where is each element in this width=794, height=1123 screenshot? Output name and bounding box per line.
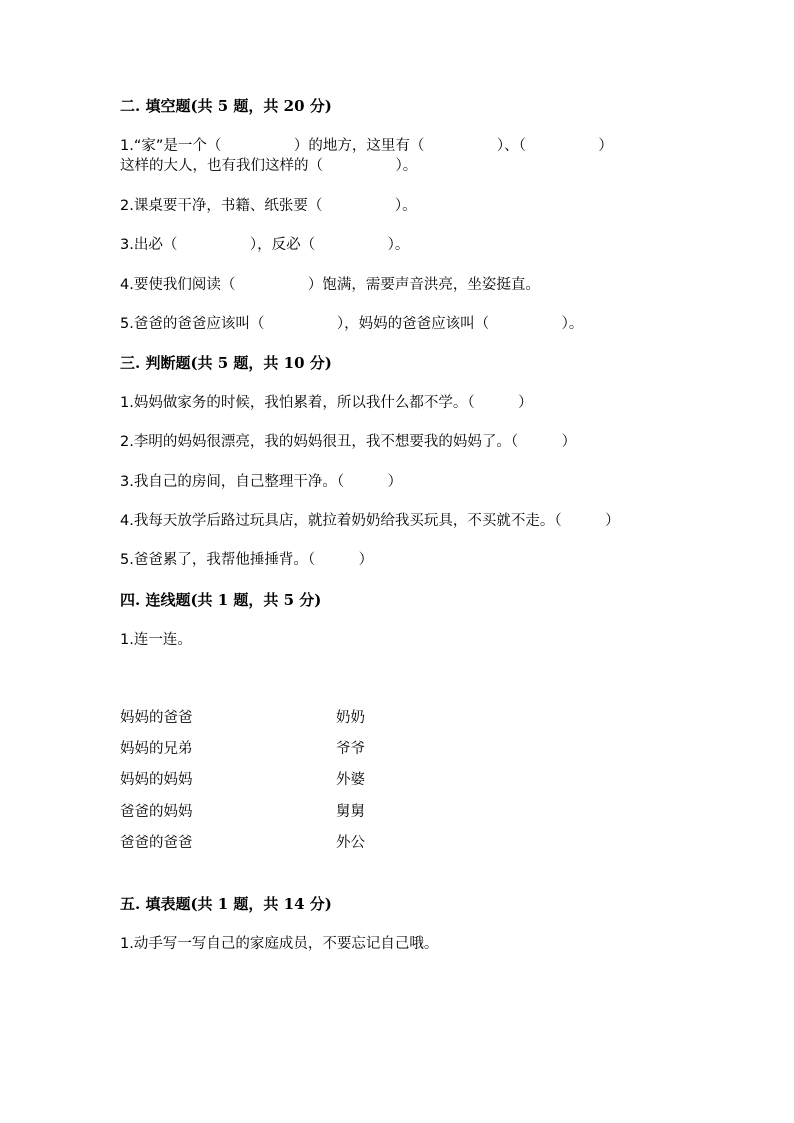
fill-blank-q5: 5.爸爸的爸爸应该叫（ ），妈妈的爸爸应该叫（ ）。 — [120, 316, 584, 332]
match-q1: 1.连一连。 — [120, 632, 192, 648]
match-right-item: 外婆 — [336, 772, 365, 788]
judge-q3: 3.我自己的房间，自己整理干净。（ ） — [120, 474, 403, 490]
fill-blank-q1-line1: 1.“家”是一个（ ）的地方，这里有（ ）、（ ） — [120, 138, 613, 154]
judge-q2: 2.李明的妈妈很漂亮，我的妈妈很丑，我不想要我的妈妈了。（ ） — [120, 434, 577, 450]
judge-q1: 1.妈妈做家务的时候，我怕累着，所以我什么都不学。（ ） — [120, 395, 533, 411]
table-q1: 1.动手写一写自己的家庭成员，不要忘记自己哦。 — [120, 936, 439, 952]
match-right-item: 舅舅 — [336, 804, 365, 820]
fill-blank-q4: 4.要使我们阅读（ ）饱满，需要声音洪亮，坐姿挺直。 — [120, 277, 540, 293]
fill-blank-q2: 2.课桌要干净，书籍、纸张要（ ）。 — [120, 198, 417, 214]
judge-q4: 4.我每天放学后路过玩具店，就拉着奶奶给我买玩具，不买就不走。（ ） — [120, 513, 620, 529]
match-left-item: 妈妈的妈妈 — [120, 772, 193, 788]
judge-q5: 5.爸爸累了，我帮他捶捶背。（ ） — [120, 552, 374, 568]
match-right-item: 奶奶 — [336, 710, 365, 726]
match-left-item: 妈妈的爸爸 — [120, 710, 193, 726]
section-heading-match: 四. 连线题(共 1 题，共 5 分) — [120, 591, 322, 609]
match-left-item: 爸爸的妈妈 — [120, 804, 193, 820]
section-heading-judge: 三. 判断题(共 5 题，共 10 分) — [120, 354, 332, 372]
match-right-item: 外公 — [336, 835, 365, 851]
match-left-item: 妈妈的兄弟 — [120, 741, 193, 757]
fill-blank-q3: 3.出必（ ），反必（ ）。 — [120, 237, 410, 253]
match-right-item: 爷爷 — [336, 741, 365, 757]
match-left-item: 爸爸的爸爸 — [120, 835, 193, 851]
section-heading-table: 五. 填表题(共 1 题，共 14 分) — [120, 895, 332, 913]
fill-blank-q1-line2: 这样的大人，也有我们这样的（ ）。 — [120, 158, 418, 174]
section-heading-fill-blank: 二. 填空题(共 5 题，共 20 分) — [120, 97, 332, 115]
